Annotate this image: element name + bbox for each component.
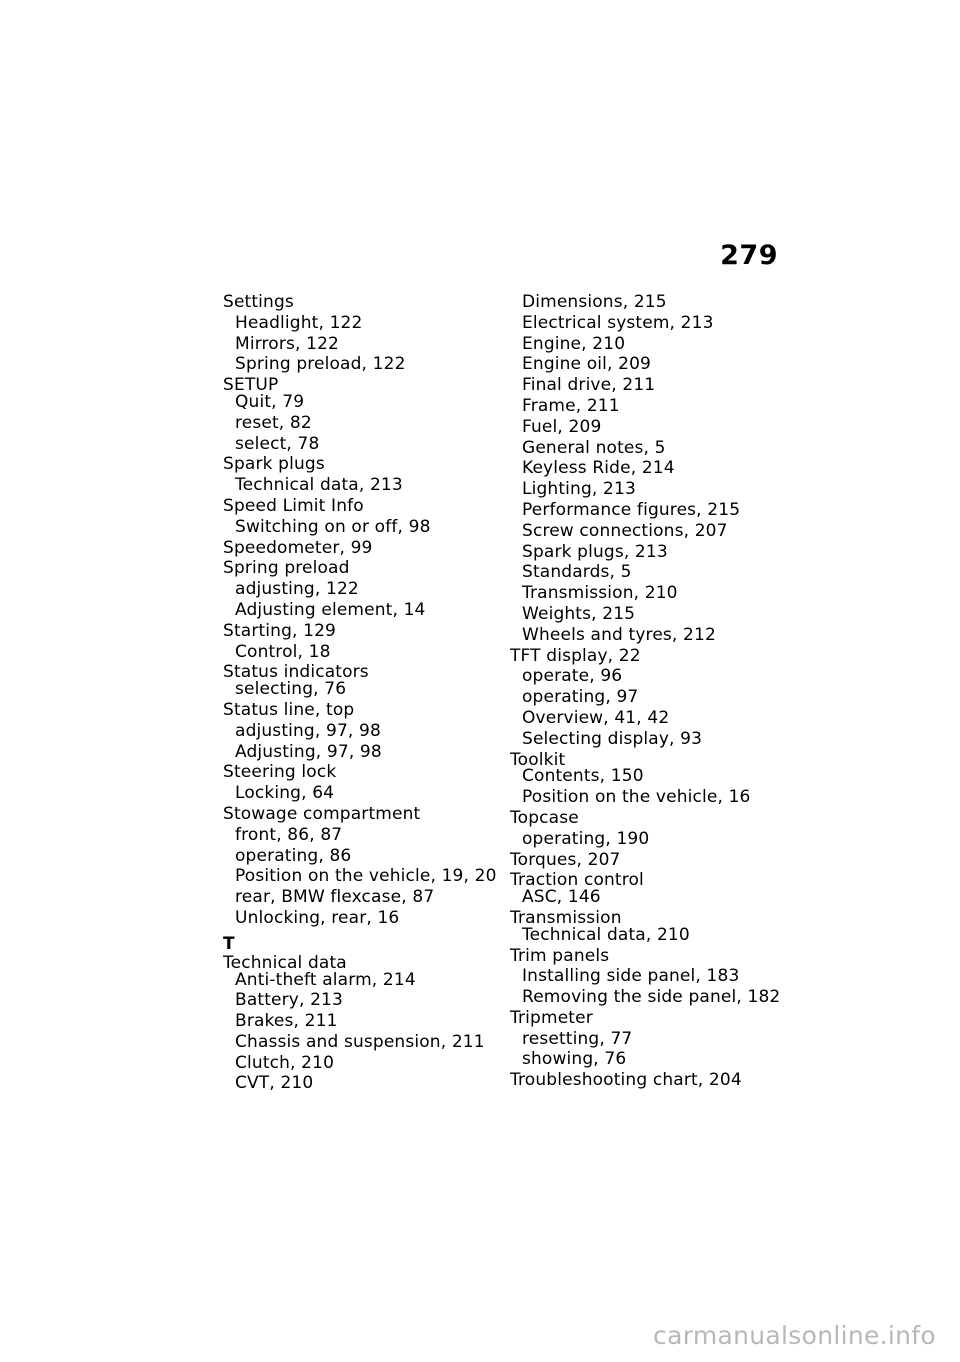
index-subentry: adjusting, 97, 98 (235, 720, 381, 741)
watermark: carmanualsonline.info (653, 1321, 936, 1350)
index-subentry: Fuel, 209 (522, 416, 602, 437)
index-letter-heading: T (223, 933, 235, 954)
index-subentry: operating, 190 (522, 828, 650, 849)
index-subentry: Final drive, 211 (522, 375, 656, 396)
index-column-right (510, 292, 790, 1091)
index-subentry: Frame, 211 (522, 395, 620, 416)
index-column-left (223, 292, 503, 1094)
index-subentry: Engine, 210 (522, 333, 626, 354)
index-subentry: operating, 97 (522, 687, 639, 708)
index-subentry: Spring preload, 122 (235, 354, 406, 375)
index-entry: Spring preload (223, 558, 350, 579)
index-entry: SETUP (223, 375, 279, 396)
index-subentry: operating, 86 (235, 845, 352, 866)
index-subentry: operate, 96 (522, 666, 623, 687)
index-entry: Tripmeter (510, 1007, 593, 1028)
index-subentry: Technical data, 210 (522, 924, 690, 945)
index-subentry: resetting, 77 (522, 1028, 633, 1049)
index-subentry: front, 86, 87 (235, 824, 343, 845)
index-subentry: Switching on or off, 98 (235, 516, 431, 537)
index-subentry: adjusting, 122 (235, 579, 359, 600)
index-entry: Status indicators (223, 662, 369, 683)
index-entry: Technical data (223, 952, 347, 973)
index-subentry: Keyless Ride, 214 (522, 458, 675, 479)
index-subentry: Electrical system, 213 (522, 312, 714, 333)
index-entry: Steering lock (223, 762, 337, 783)
index-subentry: Performance figures, 215 (522, 499, 741, 520)
index-subentry: Anti-theft alarm, 214 (235, 969, 416, 990)
index-subentry: CVT, 210 (235, 1073, 314, 1094)
index-subentry: Weights, 215 (522, 603, 636, 624)
index-subentry: Dimensions, 215 (522, 292, 667, 312)
index-entry: TFT display, 22 (510, 645, 641, 666)
index-entry: Speed Limit Info (223, 495, 364, 516)
index-entry: Torques, 207 (510, 849, 621, 870)
index-subentry: Selecting display, 93 (522, 728, 703, 749)
index-entry: Toolkit (510, 749, 566, 770)
index-subentry: selecting, 76 (235, 679, 347, 700)
index-subentry: reset, 82 (235, 412, 312, 433)
index-subentry: rear, BMW flexcase, 87 (235, 887, 435, 908)
index-subentry: Screw connections, 207 (522, 520, 728, 541)
index-entry: Trim panels (510, 945, 610, 966)
index-subentry: Installing side panel, 183 (522, 966, 740, 987)
index-entry: Topcase (510, 807, 579, 828)
index-entry: Traction control (510, 870, 644, 891)
page-number: 279 (720, 240, 778, 271)
index-subentry: Technical data, 213 (235, 475, 403, 496)
index-entry: Spark plugs (223, 454, 325, 475)
index-subentry: Battery, 213 (235, 990, 343, 1011)
index-subentry: Brakes, 211 (235, 1011, 338, 1032)
index-subentry: showing, 76 (522, 1049, 627, 1070)
index-entry: Stowage compartment (223, 803, 421, 824)
index-subentry: Position on the vehicle, 16 (522, 787, 751, 808)
index-subentry: select, 78 (235, 433, 320, 454)
index-subentry: Lighting, 213 (522, 479, 636, 500)
index-entry: Status line, top (223, 699, 355, 720)
index-subentry: Headlight, 122 (235, 312, 363, 333)
index-entry: Transmission (510, 907, 622, 928)
index-subentry: Locking, 64 (235, 783, 335, 804)
index-subentry: Mirrors, 122 (235, 333, 339, 354)
index-subentry: Contents, 150 (522, 766, 644, 787)
index-subentry: Transmission, 210 (522, 583, 678, 604)
index-subentry: Position on the vehicle, 19, 20 (235, 866, 497, 887)
index-subentry: Chassis and suspension, 211 (235, 1031, 485, 1052)
index-subentry: Spark plugs, 213 (522, 541, 668, 562)
index-subentry: Removing the side panel, 182 (522, 987, 781, 1008)
index-subentry: Overview, 41, 42 (522, 707, 670, 728)
index-subentry: ASC, 146 (522, 887, 601, 908)
index-subentry: Clutch, 210 (235, 1052, 335, 1073)
index-subentry: General notes, 5 (522, 437, 666, 458)
index-subentry: Quit, 79 (235, 391, 305, 412)
index-subentry: Standards, 5 (522, 562, 632, 583)
index-entry: Speedometer, 99 (223, 537, 373, 558)
index-subentry: Unlocking, rear, 16 (235, 907, 400, 928)
index-subentry: Adjusting element, 14 (235, 599, 426, 620)
index-subentry: Engine oil, 209 (522, 354, 652, 375)
index-entry: Starting, 129 (223, 620, 337, 641)
index-subentry: Control, 18 (235, 641, 331, 662)
index-entry: Troubleshooting chart, 204 (510, 1070, 742, 1091)
index-subentry: Adjusting, 97, 98 (235, 741, 382, 762)
index-subentry: Wheels and tyres, 212 (522, 624, 716, 645)
index-entry: Settings (223, 292, 294, 312)
